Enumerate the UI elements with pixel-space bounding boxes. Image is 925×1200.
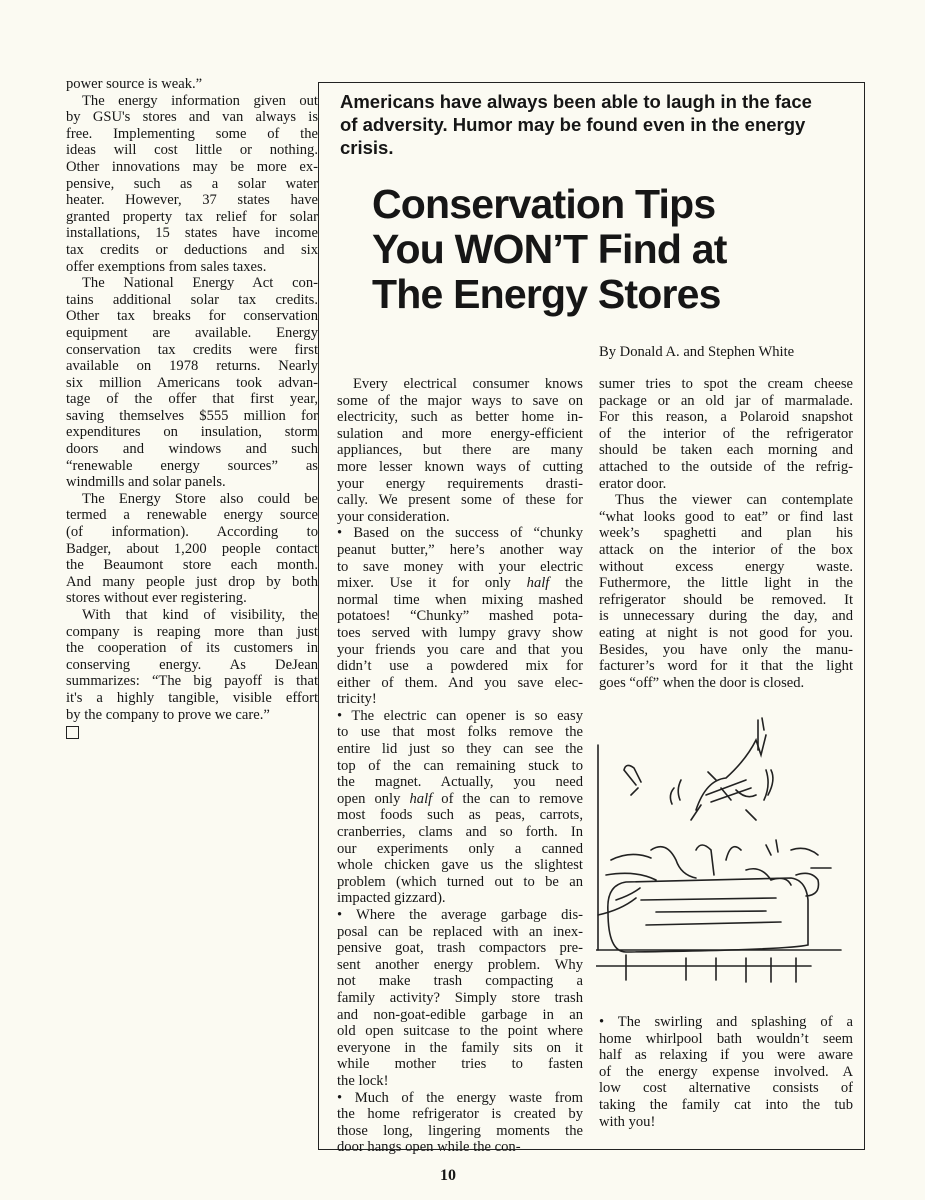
text-line: toes served with lumpy gravy show xyxy=(337,624,583,641)
paragraph xyxy=(337,525,583,708)
text-line: your friends you care and that you xyxy=(337,641,583,658)
text-line: to save money with your electric xyxy=(337,558,583,575)
text-line: Badger, about 1,200 people contact xyxy=(66,540,318,557)
text-line: the lock! xyxy=(337,1072,389,1089)
text-line: eating at night is not good for you. xyxy=(599,624,853,641)
text-line: Every electrical consumer knows xyxy=(353,376,583,392)
text-line: by GSU's stores and van always is xyxy=(66,109,318,126)
text-line: old open suitcase to the point where xyxy=(337,1023,583,1040)
text-line: entire lid just so they can see the xyxy=(337,741,583,758)
text-line: doors and windows and such xyxy=(66,441,318,458)
text-line: of the energy expense involved. A xyxy=(599,1063,853,1080)
text-line: • Based on the success of “chunky xyxy=(337,525,583,542)
text-line: our experiments only a canned xyxy=(337,840,583,857)
text-line: sent another energy problem. Why xyxy=(337,956,583,973)
text-line: offer exemptions from sales taxes. xyxy=(66,258,267,275)
text-line: everyone in the family sits on it xyxy=(337,1039,583,1056)
text-line: your energy requirements drasti- xyxy=(337,475,583,492)
text-line: didn’t use a powdered mix for xyxy=(337,658,583,675)
text-line: erator door. xyxy=(599,475,667,492)
text-line: normal time when mixing mashed xyxy=(337,591,583,608)
middle-column-text xyxy=(337,376,583,1156)
text-line: company is reaping more than just xyxy=(66,623,318,640)
text-line: tax credits or deductions and six xyxy=(66,241,318,258)
text-line: • Where the average garbage dis- xyxy=(337,907,583,923)
text-line: half as relaxing if you were aware xyxy=(599,1047,853,1064)
text-line: package or an old jar of marmalade. xyxy=(599,392,853,409)
text-line: family activity? Simply store trash xyxy=(337,989,583,1006)
paragraph xyxy=(599,376,853,492)
paragraph xyxy=(337,708,583,907)
text-line: six million Americans took advan- xyxy=(66,374,318,391)
paragraph xyxy=(66,491,318,607)
text-line: free. Implementing some of the xyxy=(66,125,318,142)
text-line: termed a renewable energy source xyxy=(66,507,318,524)
text-line: it's a highly tangible, visible effort xyxy=(66,689,318,706)
text-line: most foods such as peas, carrots, xyxy=(337,807,583,824)
text-line: should be taken each morning and xyxy=(599,442,853,459)
text-line: And many people just drop by both xyxy=(66,573,318,590)
text-line: attack on the interior of the box xyxy=(599,541,853,558)
text-line: For this reason, a Polaroid snapshot xyxy=(599,409,853,426)
text-line: not make trash compacting a xyxy=(337,973,583,990)
text-line: the Beaumont store each month. xyxy=(66,557,318,574)
text-line: The Energy Store also could be xyxy=(82,490,318,507)
text-line: conserving energy. As DeJean xyxy=(66,656,318,673)
text-line: Futhermore, the little light in the xyxy=(599,575,853,592)
paragraph xyxy=(337,907,583,1090)
text-line: the magnet. Actually, you need xyxy=(337,774,583,791)
text-line: saving themselves $555 million for xyxy=(66,407,318,424)
text-line: The National Energy Act con- xyxy=(82,275,318,292)
text-line: goes “off” when the door is closed. xyxy=(599,674,805,691)
paragraph xyxy=(599,492,853,691)
article-title xyxy=(372,182,852,317)
text-line: door hangs open while the con- xyxy=(337,1139,521,1156)
byline: By Donald A. and Stephen White xyxy=(599,344,795,360)
text-line: your consideration. xyxy=(337,508,450,525)
text-line: week’s spaghetti and plan his xyxy=(599,525,853,542)
text-line: without excess energy waste. xyxy=(599,558,853,575)
text-line: facturer’s word for it that the light xyxy=(599,658,853,675)
text-line: refrigerator should be removed. It xyxy=(599,591,853,608)
text-line: posal can be replaced with an inex- xyxy=(337,923,583,940)
text-line: • The swirling and splashing of a xyxy=(599,1014,853,1030)
right-column-bottom-text xyxy=(599,1014,853,1130)
text-line: is unnecessary during the day, and xyxy=(599,608,853,625)
left-column-text xyxy=(66,76,318,744)
title-line: The Energy Stores xyxy=(372,271,721,317)
text-line: top of the can remaining stuck to xyxy=(337,757,583,774)
text-line: “renewable energy sources” as xyxy=(66,457,318,474)
text-line: expenditures on insulation, storm xyxy=(66,424,318,441)
text-line: power source is weak.” xyxy=(66,76,203,92)
text-line: low cost alternative consists of xyxy=(599,1080,853,1097)
text-line: tricity! xyxy=(337,691,377,708)
text-line: tains additional solar tax credits. xyxy=(66,291,318,308)
paragraph xyxy=(337,1090,583,1156)
title-line: You WON’T Find at xyxy=(372,226,727,272)
text-line: attached to the outside of the refrig- xyxy=(599,458,853,475)
text-line: (of information). According to xyxy=(66,524,318,541)
text-line: to use that most folks remove the xyxy=(337,724,583,741)
text-line: the cooperation of its customers in xyxy=(66,640,318,657)
article-intro: Americans have always been able to laugh in the face of adversity. Humor may be found even in the energy crisis. xyxy=(340,91,812,158)
text-line: cranberries, clams and so forth. In xyxy=(337,824,583,841)
text-line: more lesser known ways of cutting xyxy=(337,458,583,475)
text-line: cally. We present some of these for xyxy=(337,492,583,509)
text-line: taking the family cat into the tub xyxy=(599,1096,853,1113)
text-line: heater. However, 37 states have xyxy=(66,192,318,209)
text-line: pensive goat, trash compactors pre- xyxy=(337,940,583,957)
title-line: Conservation Tips xyxy=(372,181,716,227)
text-line: home whirlpool bath wouldn’t seem xyxy=(599,1030,853,1047)
text-line: Other innovations may be more ex- xyxy=(66,158,318,175)
paragraph xyxy=(66,93,318,276)
text-line: electricity, such as better home in- xyxy=(337,409,583,426)
paragraph xyxy=(337,376,583,525)
text-line: conservation tax credits were first xyxy=(66,341,318,358)
text-line: summarizes: “The big payoff is that xyxy=(66,673,318,690)
text-line: ideas will cost little or nothing. xyxy=(66,142,318,159)
text-line: potatoes! “Chunky” mashed pota- xyxy=(337,608,583,625)
text-line: available on 1978 returns. Nearly xyxy=(66,358,318,375)
text-line: Other tax breaks for conservation xyxy=(66,308,318,325)
text-line: Thus the viewer can contemplate xyxy=(615,492,853,509)
text-line: some of the major ways to save on xyxy=(337,392,583,409)
text-line: “what looks good to eat” or find last xyxy=(599,508,853,525)
text-line: pensive, such as a solar water xyxy=(66,175,318,192)
text-line: • Much of the energy waste from xyxy=(337,1089,583,1106)
text-line: and non-goat-edible garbage in an xyxy=(337,1006,583,1023)
cartoon-illustration xyxy=(596,700,852,990)
text-line: with you! xyxy=(599,1113,656,1130)
text-line: problem (which turned out to be an xyxy=(337,873,583,890)
text-line: • The electric can opener is so easy xyxy=(337,707,583,724)
text-line: impacted gizzard). xyxy=(337,890,446,907)
text-line: With that kind of visibility, the xyxy=(82,607,318,623)
text-line: stores without ever registering. xyxy=(66,590,247,607)
text-line: Besides, you have only the manu- xyxy=(599,641,853,658)
text-line: installations, 15 states have income xyxy=(66,225,318,242)
text-line: tage of the offer that first year, xyxy=(66,391,318,408)
text-line: windmills and solar panels. xyxy=(66,474,226,491)
text-line: sumer tries to spot the cream cheese xyxy=(599,376,853,392)
text-line: either of them. And you save elec- xyxy=(337,674,583,691)
paragraph xyxy=(66,275,318,491)
text-line: appliances, but there are many xyxy=(337,442,583,459)
text-line: The energy information given out xyxy=(82,92,318,109)
text-line: open only half of the can to remove xyxy=(337,790,583,807)
text-line: those long, lingering moments the xyxy=(337,1122,583,1139)
text-line: by the company to prove we care.” xyxy=(66,706,270,723)
text-line: while mother tries to fasten xyxy=(337,1056,583,1073)
paragraph xyxy=(599,1014,853,1130)
end-of-article-box-icon xyxy=(66,726,79,739)
page-number: 10 xyxy=(440,1167,456,1184)
text-line: equipment are available. Energy xyxy=(66,324,318,341)
text-line: the home refrigerator is created by xyxy=(337,1106,583,1123)
text-line: mixer. Use it for only half the xyxy=(337,575,583,592)
right-column-text xyxy=(599,376,853,691)
text-line: sulation and more energy-efficient xyxy=(337,425,583,442)
paragraph xyxy=(66,76,318,93)
text-line: peanut butter,” here’s another way xyxy=(337,541,583,558)
text-line: whole chicken gave us the slightest xyxy=(337,857,583,874)
text-line: of the interior of the refrigerator xyxy=(599,425,853,442)
paragraph xyxy=(66,607,318,723)
text-line: granted property tax relief for solar xyxy=(66,208,318,225)
